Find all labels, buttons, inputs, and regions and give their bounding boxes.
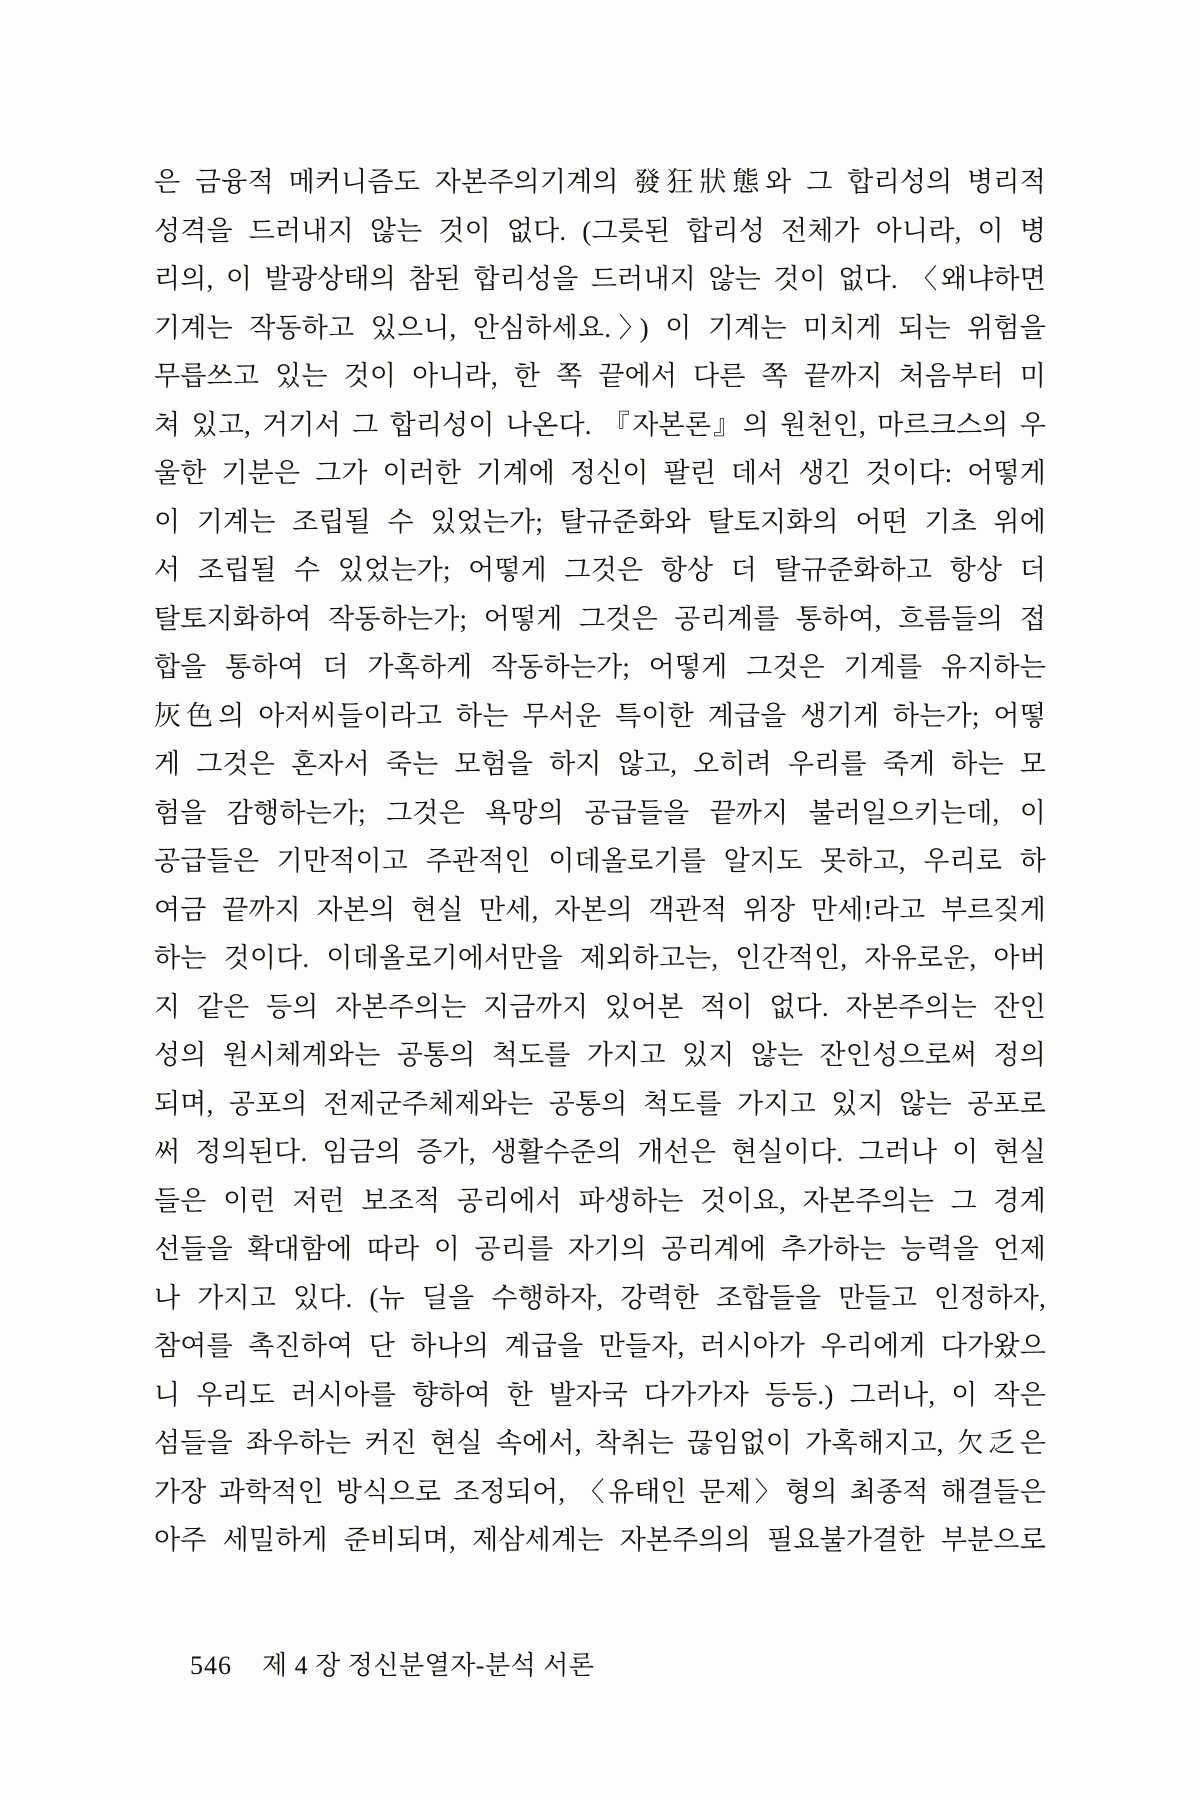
text-line: 여금 끝까지 자본의 현실 만세, 자본의 객관적 위장 만세!라고 부르짖게	[154, 894, 1046, 925]
text-line: 섬들을 좌우하는 커진 현실 속에서, 착취는 끊임없이 가혹해지고, 欠乏은	[154, 1428, 1046, 1458]
text-line: 성의 원시체계와는 공통의 척도를 가지고 있지 않는 잔인성으로써 정의	[154, 1040, 1046, 1070]
text-line: 쳐 있고, 거기서 그 합리성이 나온다. 『자본론』의 원천인, 마르크스의 우	[154, 409, 1046, 440]
chapter-title: 제 4 장 정신분열자-분석 서론	[262, 1651, 595, 1680]
text-line: 험을 감행하는가; 그것은 욕망의 공급들을 끝까지 불러일으키는데, 이	[154, 797, 1046, 828]
text-line: 무릅쓰고 있는 것이 아니라, 한 쪽 끝에서 다른 쪽 끝까지 처음부터 미	[154, 361, 1046, 391]
text-line: 기계는 작동하고 있으니, 안심하세요.〉) 이 기계는 미치게 되는 위험을	[154, 312, 1046, 343]
text-line: 울한 기분은 그가 이러한 기계에 정신이 팔린 데서 생긴 것이다: 어떻게	[154, 458, 1046, 488]
text-line: 되며, 공포의 전제군주체제와는 공통의 척도를 가지고 있지 않는 공포로	[154, 1088, 1046, 1119]
text-line: 성격을 드러내지 않는 것이 없다. (그릇된 합리성 전체가 아니라, 이 병	[154, 215, 1046, 246]
text-line: 선들을 확대함에 따라 이 공리를 자기의 공리계에 추가하는 능력을 언제	[154, 1234, 1046, 1264]
text-line: 탈토지화하여 작동하는가; 어떻게 그것은 공리계를 통하여, 흐름들의 접	[154, 603, 1046, 634]
text-line: 합을 통하여 더 가혹하게 작동하는가; 어떻게 그것은 기계를 유지하는	[154, 652, 1046, 682]
body-text	[154, 158, 1046, 1565]
text-line: 灰色의 아저씨들이라고 하는 무서운 특이한 계급을 생기게 하는가; 어떻	[154, 700, 1046, 731]
text-line: 나 가지고 있다. (뉴 딜을 수행하자, 강력한 조합들을 만들고 인정하자,	[154, 1282, 1046, 1313]
text-line: 리의, 이 발광상태의 참된 합리성을 드러내지 않는 것이 없다. 〈왜냐하면	[154, 264, 1046, 294]
text-line: 지 같은 등의 자본주의는 지금까지 있어본 적이 없다. 자본주의는 잔인	[154, 991, 1046, 1022]
text-line: 아주 세밀하게 준비되며, 제삼세계는 자본주의의 필요불가결한 부분으로	[154, 1525, 1046, 1555]
text-line: 은 금융적 메커니즘도 자본주의기계의 發狂狀態와 그 합리성의 병리적	[154, 167, 1046, 197]
text-line: 게 그것은 혼자서 죽는 모험을 하지 않고, 오히려 우리를 죽게 하는 모	[154, 749, 1046, 779]
text-line: 들은 이런 저런 보조적 공리에서 파생하는 것이요, 자본주의는 그 경계	[154, 1185, 1046, 1216]
text-line: 니 우리도 러시아를 향하여 한 발자국 다가가자 등등.) 그러나, 이 작은	[154, 1379, 1046, 1410]
text-line: 이 기계는 조립될 수 있었는가; 탈규준화와 탈토지화의 어떤 기초 위에	[154, 506, 1046, 537]
page-footer	[190, 1645, 594, 1682]
text-line: 써 정의된다. 임금의 증가, 생활수준의 개선은 현실이다. 그러나 이 현실	[154, 1137, 1046, 1167]
text-line: 서 조립될 수 있었는가; 어떻게 그것은 항상 더 탈규준화하고 항상 더	[154, 555, 1046, 585]
text-line: 하는 것이다. 이데올로기에서만을 제외하고는, 인간적인, 자유로운, 아버	[154, 943, 1046, 973]
text-line: 공급들은 기만적이고 주관적인 이데올로기를 알지도 못하고, 우리로 하	[154, 846, 1046, 876]
text-line: 참여를 촉진하여 단 하나의 계급을 만들자, 러시아가 우리에게 다가왔으	[154, 1331, 1046, 1361]
page-number: 546	[190, 1651, 232, 1680]
text-line: 가장 과학적인 방식으로 조정되어, 〈유태인 문제〉형의 최종적 해결들은	[154, 1476, 1046, 1507]
